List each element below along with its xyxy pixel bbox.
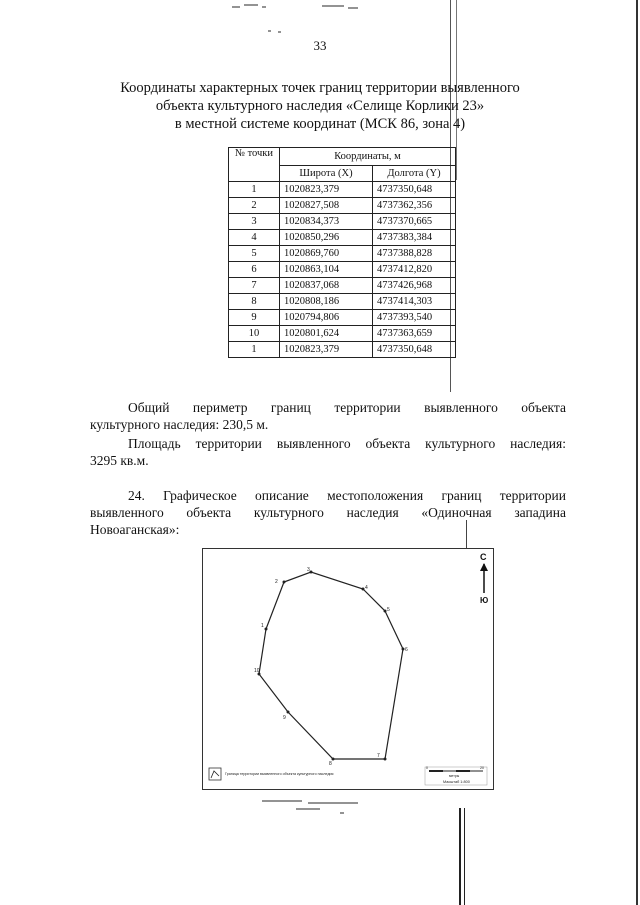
point-number: 9 (229, 310, 280, 326)
point-y: 4737383,384 (373, 230, 456, 246)
vertex-label: 8 (329, 761, 332, 767)
heading-line: в местной системе координат (МСК 86, зона 4) (174, 116, 466, 132)
vertex-label: 4 (365, 585, 368, 591)
point-x: 1020794,806 (280, 310, 373, 326)
legend-label: Граница территории выявленного объекта культурного наследия (225, 772, 334, 776)
point-x: 1020801,624 (280, 326, 373, 342)
point-y: 4737412,820 (373, 262, 456, 278)
point-number: 6 (229, 262, 280, 278)
point-x: 1020869,760 (280, 246, 373, 262)
section-24-line: Новоаганская»: (90, 522, 180, 537)
point-y: 4737426,968 (373, 278, 456, 294)
point-number: 8 (229, 294, 280, 310)
vertex-label: 6 (405, 647, 408, 653)
scale-ratio: Масштаб 1:800 (443, 780, 470, 784)
point-x: 1020827,508 (280, 198, 373, 214)
perimeter-line: культурного наследия: 230,5 м. (90, 417, 269, 432)
perimeter-line: Общий периметр границ территории выявленного объекта (128, 400, 566, 415)
vertex-label: 3 (307, 567, 310, 573)
column-header-coords: Координаты, м (280, 148, 456, 166)
point-x: 1020808,186 (280, 294, 373, 310)
scale-end: 20 (480, 766, 484, 770)
point-x: 1020850,296 (280, 230, 373, 246)
point-number: 4 (229, 230, 280, 246)
point-y: 4737363,659 (373, 326, 456, 342)
point-x: 1020863,104 (280, 262, 373, 278)
north-label: С (480, 552, 487, 562)
point-number: 3 (229, 214, 280, 230)
column-header-x: Широта (X) (280, 166, 373, 182)
heading-line: Координаты характерных точек границ территории выявленного (120, 80, 520, 96)
scale-unit: метры (449, 774, 460, 778)
page-number: 33 (313, 38, 327, 53)
point-y: 4737393,540 (373, 310, 456, 326)
point-y: 4737370,665 (373, 214, 456, 230)
vertex-label: 7 (377, 753, 380, 759)
vertex-label: 2 (275, 579, 278, 585)
point-number: 10 (229, 326, 280, 342)
south-label: Ю (480, 596, 489, 605)
point-y: 4737350,648 (373, 182, 456, 198)
point-number: 1 (229, 182, 280, 198)
scale-zero: 0 (426, 766, 428, 770)
vertex-label: 10 (254, 668, 260, 674)
vertex-label: 5 (387, 607, 390, 613)
point-number: 1 (229, 342, 280, 358)
area-line: 3295 кв.м. (90, 453, 149, 468)
point-number: 5 (229, 246, 280, 262)
section-24-line: выявленного объекта культурного наследия «Одиночная западина (90, 505, 566, 520)
point-number: 7 (229, 278, 280, 294)
heading-line: объекта культурного наследия «Селище Корлики 23» (155, 98, 485, 114)
point-y: 4737350,648 (373, 342, 456, 358)
point-y: 4737414,303 (373, 294, 456, 310)
point-y: 4737362,356 (373, 198, 456, 214)
column-header-y: Долгота (Y) (373, 166, 456, 182)
point-x: 1020823,379 (280, 182, 373, 198)
vertex-label: 9 (283, 715, 286, 721)
point-x: 1020823,379 (280, 342, 373, 358)
point-x: 1020834,373 (280, 214, 373, 230)
column-header-point: № точки (229, 148, 280, 182)
point-number: 2 (229, 198, 280, 214)
area-line: Площадь территории выявленного объекта культурного наследия: (128, 436, 566, 451)
point-x: 1020837,068 (280, 278, 373, 294)
section-24-line: 24. Графическое описание местоположения границ территории (128, 488, 566, 503)
vertex-label: 1 (261, 623, 264, 629)
point-y: 4737388,828 (373, 246, 456, 262)
